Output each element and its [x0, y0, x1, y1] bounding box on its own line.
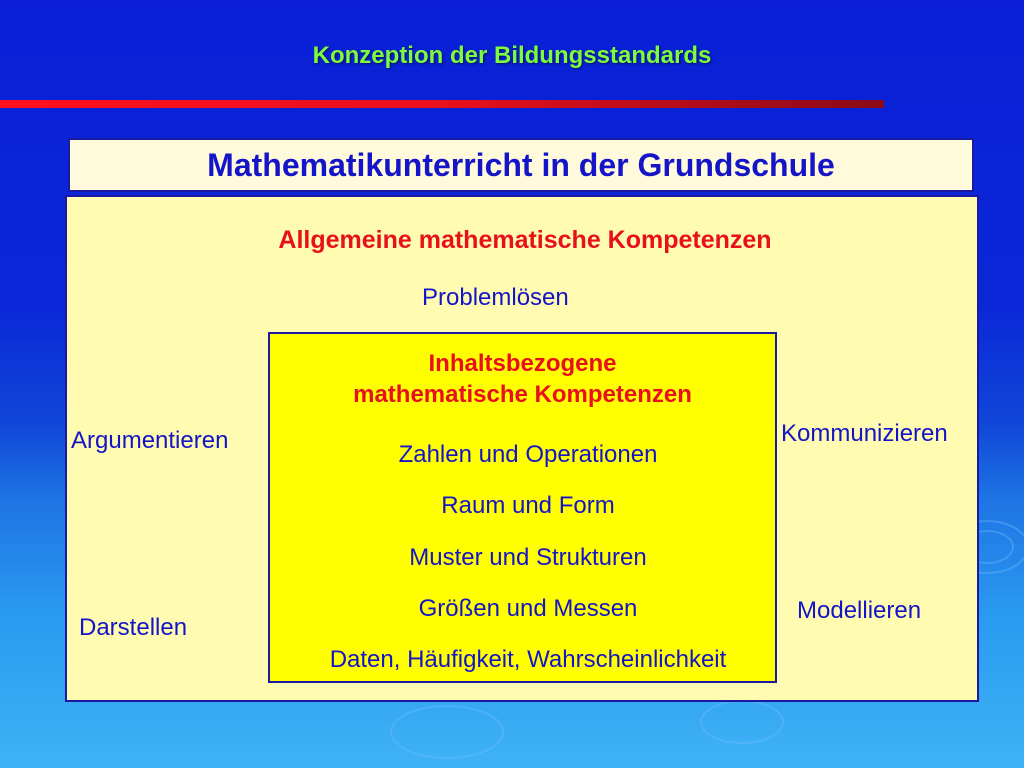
- content-item-measures: Größen und Messen: [418, 595, 638, 622]
- competency-modelling: Modellieren: [797, 597, 922, 624]
- content-title-line1: Inhaltsbezogene: [428, 350, 617, 377]
- content-item-numbers: Zahlen und Operationen: [398, 441, 658, 468]
- content-title-line2: mathematische Kompetenzen: [353, 381, 692, 408]
- water-ripple: [390, 705, 504, 759]
- header-title: Mathematikunterricht in der Grundschule: [207, 146, 835, 183]
- competency-reasoning: Argumentieren: [71, 427, 229, 454]
- header-box: [68, 138, 974, 192]
- competency-representing: Darstellen: [79, 614, 188, 641]
- content-item-data-probability: Daten, Häufigkeit, Wahrscheinlichkeit: [329, 646, 727, 673]
- content-item-patterns: Muster und Strukturen: [409, 544, 647, 571]
- competency-communicating: Kommunizieren: [781, 420, 948, 447]
- content-item-space-shape: Raum und Form: [441, 492, 615, 519]
- competency-problem-solving: Problemlösen: [422, 284, 569, 311]
- title-underline-bar: [0, 100, 884, 108]
- slide-title: Konzeption der Bildungsstandards: [312, 42, 712, 69]
- water-ripple: [700, 700, 784, 744]
- general-competencies-title: Allgemeine mathematische Kompetenzen: [278, 226, 772, 254]
- content-competencies-title: [268, 348, 777, 410]
